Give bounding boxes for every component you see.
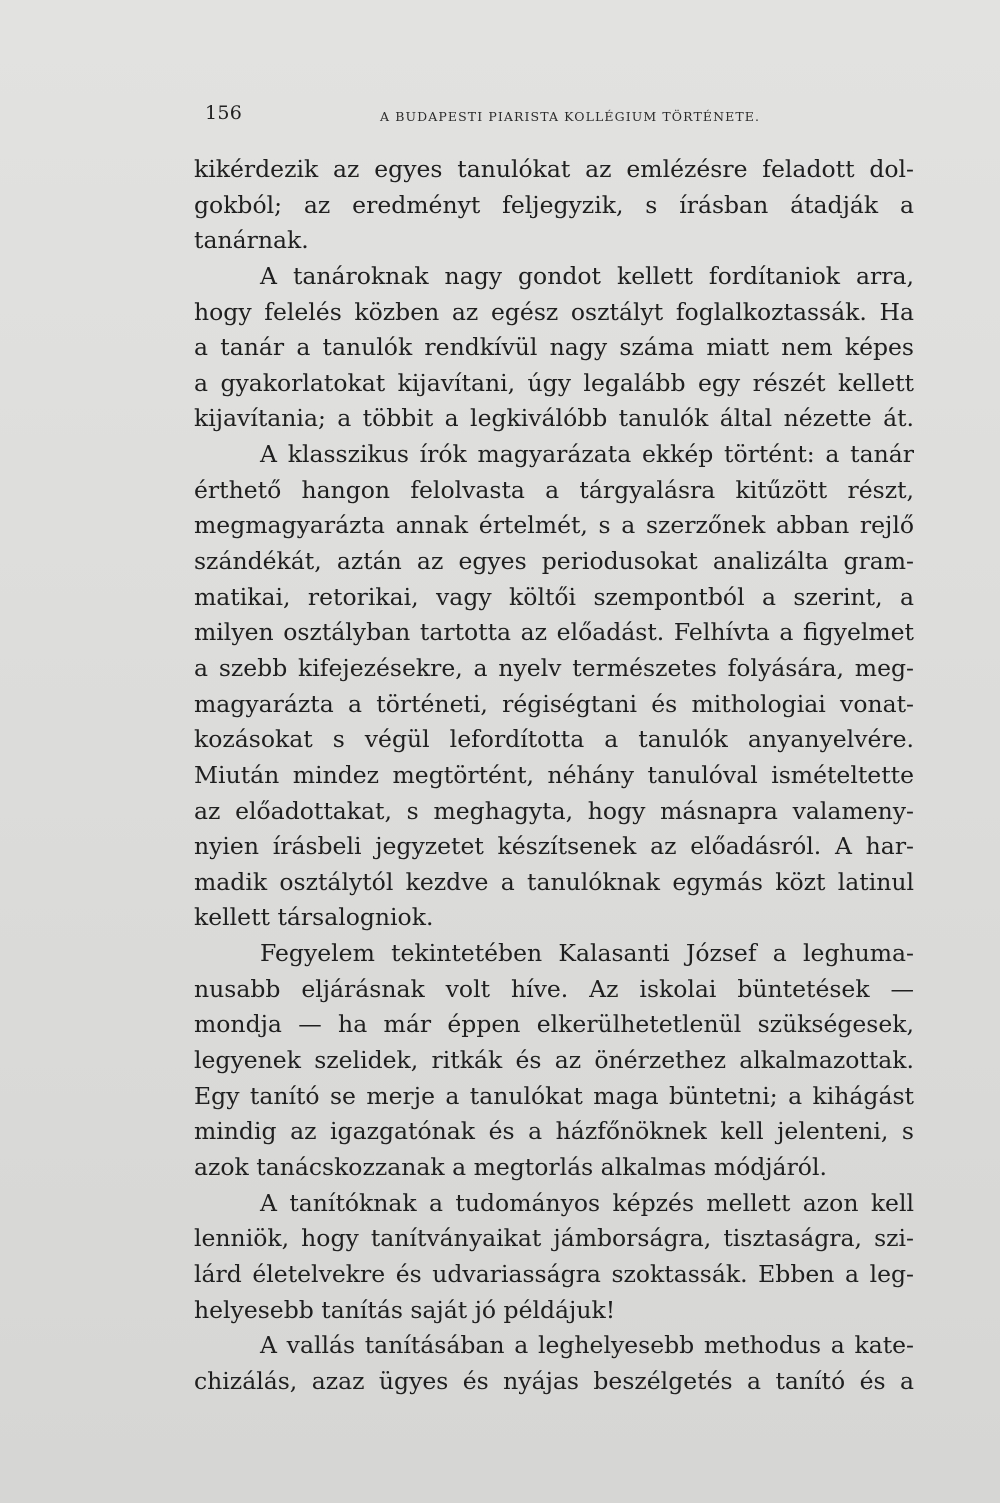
text-line: helyesebb tanítás saját jó példájuk! [194, 1295, 616, 1324]
page-number: 156 [205, 102, 243, 124]
text-line: kijavítania; a többit a legkiválóbb tanulók által nézette át. [194, 404, 914, 433]
page-header [205, 102, 765, 132]
text-line: szándékát, aztán az egyes periodusokat analizálta gram- [194, 547, 914, 576]
text-line: Miután mindez megtörtént, néhány tanulóval ismételtette [194, 760, 914, 789]
text-line: mondja — ha már éppen elkerülhetetlenül szükségesek, [194, 1010, 914, 1039]
text-line: Egy tanító se merje a tanulókat maga büntetni; a kihágást [194, 1081, 914, 1110]
text-line: érthető hangon felolvasta a tárgyalásra kitűzött részt, [194, 475, 914, 504]
text-line: chizálás, azaz ügyes és nyájas beszélgetés a tanító és a [194, 1366, 914, 1395]
text-line: kellett társalogniok. [194, 903, 434, 932]
text-line: madik osztálytól kezdve a tanulóknak egymás közt latinul [194, 867, 914, 896]
text-line: kikérdezik az egyes tanulókat az emlézésre feladott dol- [194, 155, 914, 183]
text-line: az előadottakat, s meghagyta, hogy másnapra valameny- [194, 796, 914, 825]
text-line: nusabb eljárásnak volt híve. Az iskolai büntetések — [194, 974, 914, 1003]
text-line: nyien írásbeli jegyzetet készítsenek az előadásról. A har- [194, 832, 914, 861]
running-head: A BUDAPESTI PIARISTA KOLLÉGIUM TÖRTÉNETE. [380, 109, 761, 124]
text-line: kozásokat s végül lefordította a tanulók anyanyelvére. [194, 725, 914, 754]
text-line: mindig az igazgatónak és a házfőnöknek kell jelenteni, s [194, 1117, 914, 1146]
body-text [194, 152, 914, 1399]
text-line: lenniök, hogy tanítványaikat jámborságra, tisztaságra, szi- [194, 1224, 914, 1253]
paragraph-start-line: Fegyelem tekintetében Kalasanti József a leghuma- [260, 939, 914, 968]
text-line: lárd életelvekre és udvariasságra szoktassák. Ebben a leg- [194, 1259, 914, 1288]
text-line: gokból; az eredményt feljegyzik, s írásban átadják a [194, 190, 914, 219]
text-line: magyarázta a történeti, régiségtani és mithologiai vonat- [194, 689, 914, 718]
text-line: matikai, retorikai, vagy költői szempontból a szerint, a [194, 582, 914, 611]
paragraph-start-line: A klasszikus írók magyarázata ekkép történt: a tanár [260, 440, 914, 469]
paragraph-start-line: A tanítóknak a tudományos képzés mellett azon kell [260, 1188, 914, 1217]
text-line: azok tanácskozzanak a megtorlás alkalmas módjáról. [194, 1152, 827, 1181]
text-line: hogy felelés közben az egész osztályt foglalkoztassák. Ha [194, 297, 914, 326]
paragraph-start-line: A tanároknak nagy gondot kellett fordítaniok arra, [260, 261, 914, 290]
text-line: a szebb kifejezésekre, a nyelv természetes folyására, meg- [194, 653, 914, 682]
text-line: a gyakorlatokat kijavítani, úgy legalább egy részét kellett [194, 368, 914, 397]
text-line: milyen osztályban tartotta az előadást. Felhívta a figyelmet [194, 618, 914, 647]
text-line: legyenek szelidek, ritkák és az önérzethez alkalmazottak. [194, 1046, 914, 1075]
text-line: tanárnak. [194, 226, 309, 255]
paragraph-start-line: A vallás tanításában a leghelyesebb methodus a kate- [260, 1331, 914, 1360]
text-line: megmagyarázta annak értelmét, s a szerzőnek abban rejlő [194, 511, 914, 540]
text-line: a tanár a tanulók rendkívül nagy száma miatt nem képes [194, 333, 914, 362]
